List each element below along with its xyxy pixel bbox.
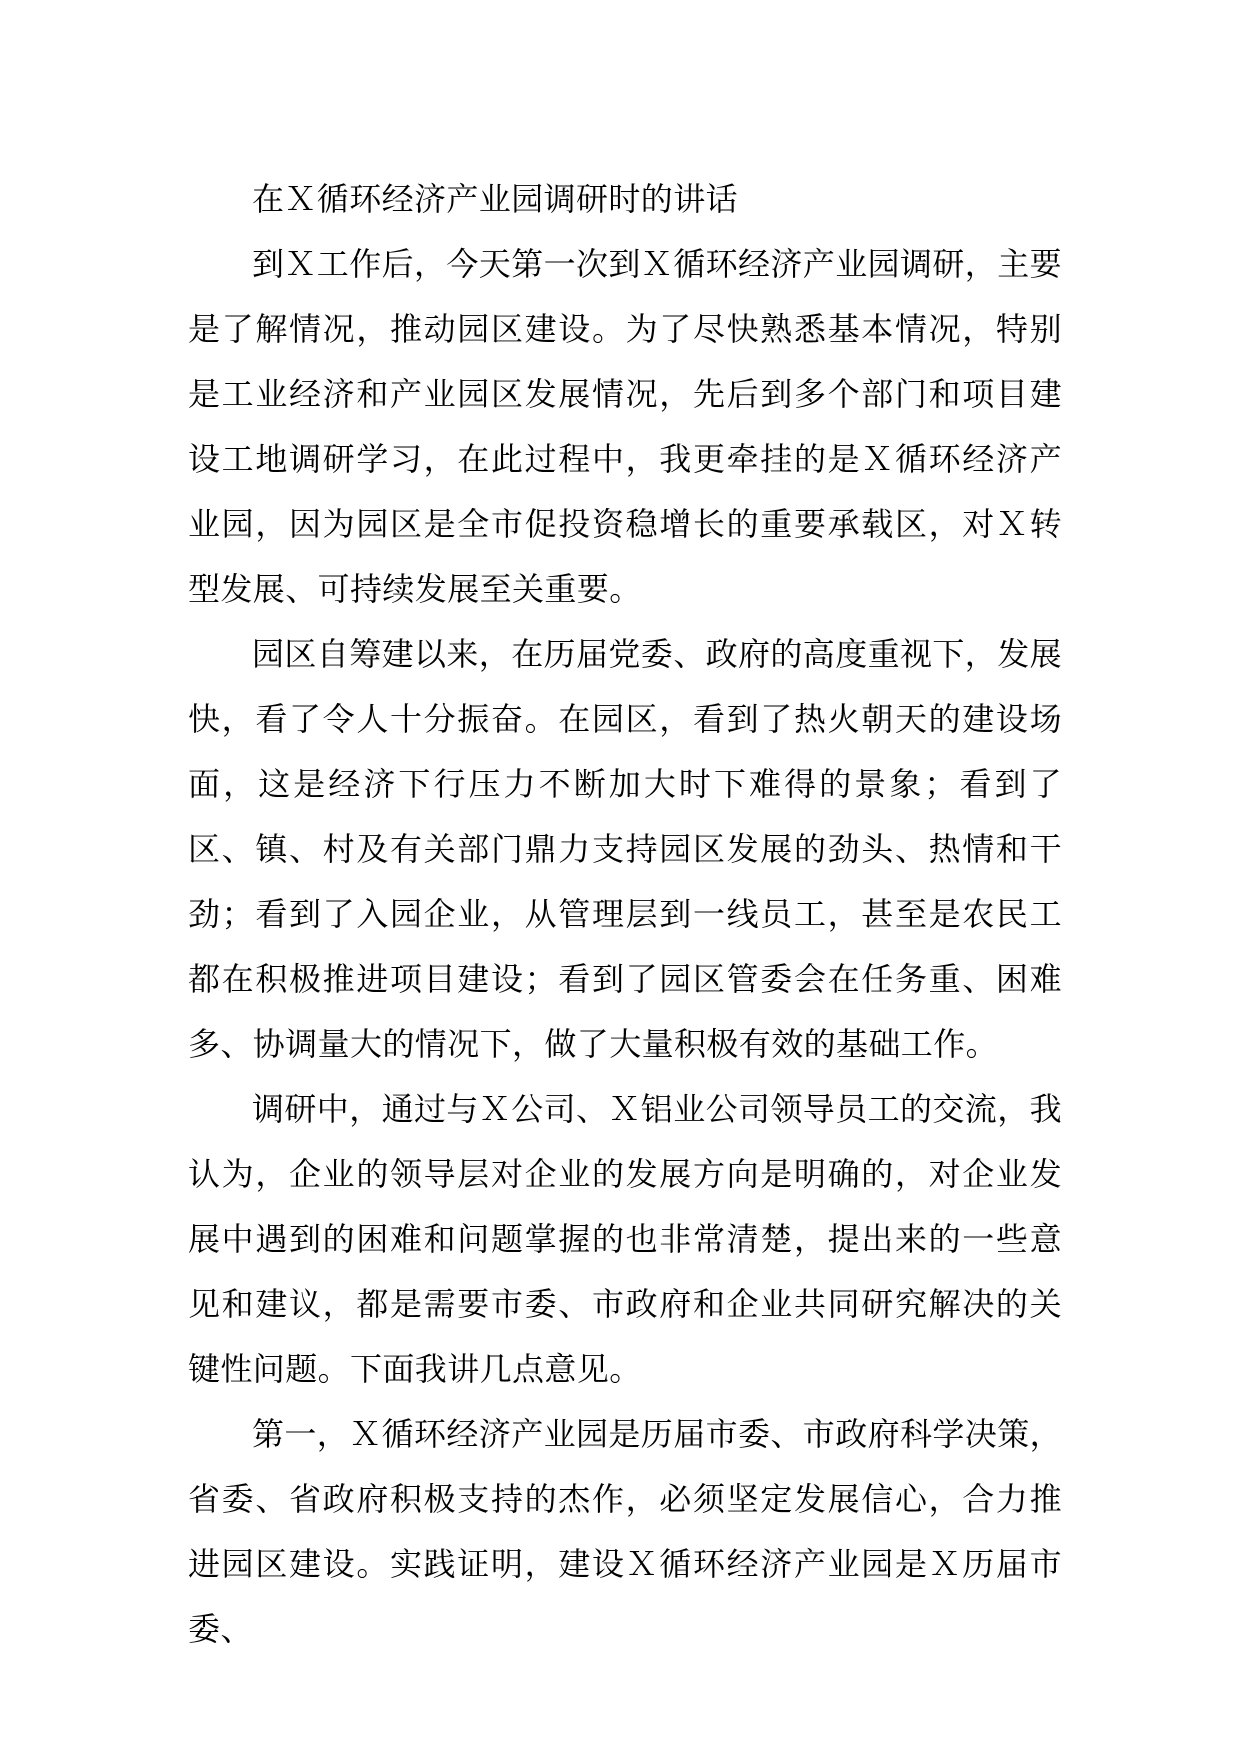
document-title: 在Ｘ循环经济产业园调研时的讲话 xyxy=(252,180,739,218)
paragraph-1: 到Ｘ工作后，今天第一次到Ｘ循环经济产业园调研，主要是了解情况，推动园区建设。为了尽快熟悉基本情况，特别是工业经济和产业园区发展情况，先后到多个部门和项目建设工地调研学习，在此过程中，我更牵挂的是Ｘ循环经济产业园，因为园区是全市促投资稳增长的重要承载区，对Ｘ转型发展、可持续发展至关重要。 xyxy=(188,245,1063,608)
paragraph-3: 调研中，通过与Ｘ公司、Ｘ铝业公司领导员工的交流，我认为，企业的领导层对企业的发展方向是明确的，对企业发展中遇到的困难和问题掌握的也非常清楚，提出来的一些意见和建议，都是需要市委、市政府和企业共同研究解决的关键性问题。下面我讲几点意见。 xyxy=(188,1090,1063,1388)
paragraph-2: 园区自筹建以来，在历届党委、政府的高度重视下，发展快，看了令人十分振奋。在园区，看到了热火朝天的建设场面，这是经济下行压力不断加大时下难得的景象；看到了区、镇、村及有关部门鼎力支持园区发展的劲头、热情和干劲；看到了入园企业，从管理层到一线员工，甚至是农民工都在积极推进项目建设；看到了园区管委会在任务重、困难多、协调量大的情况下，做了大量积极有效的基础工作。 xyxy=(188,635,1063,1063)
document-body xyxy=(188,167,1062,1662)
paragraph-4: 第一，Ｘ循环经济产业园是历届市委、市政府科学决策，省委、省政府积极支持的杰作，必须坚定发展信心，合力推进园区建设。实践证明，建设Ｘ循环经济产业园是Ｘ历届市委、 xyxy=(188,1415,1063,1648)
